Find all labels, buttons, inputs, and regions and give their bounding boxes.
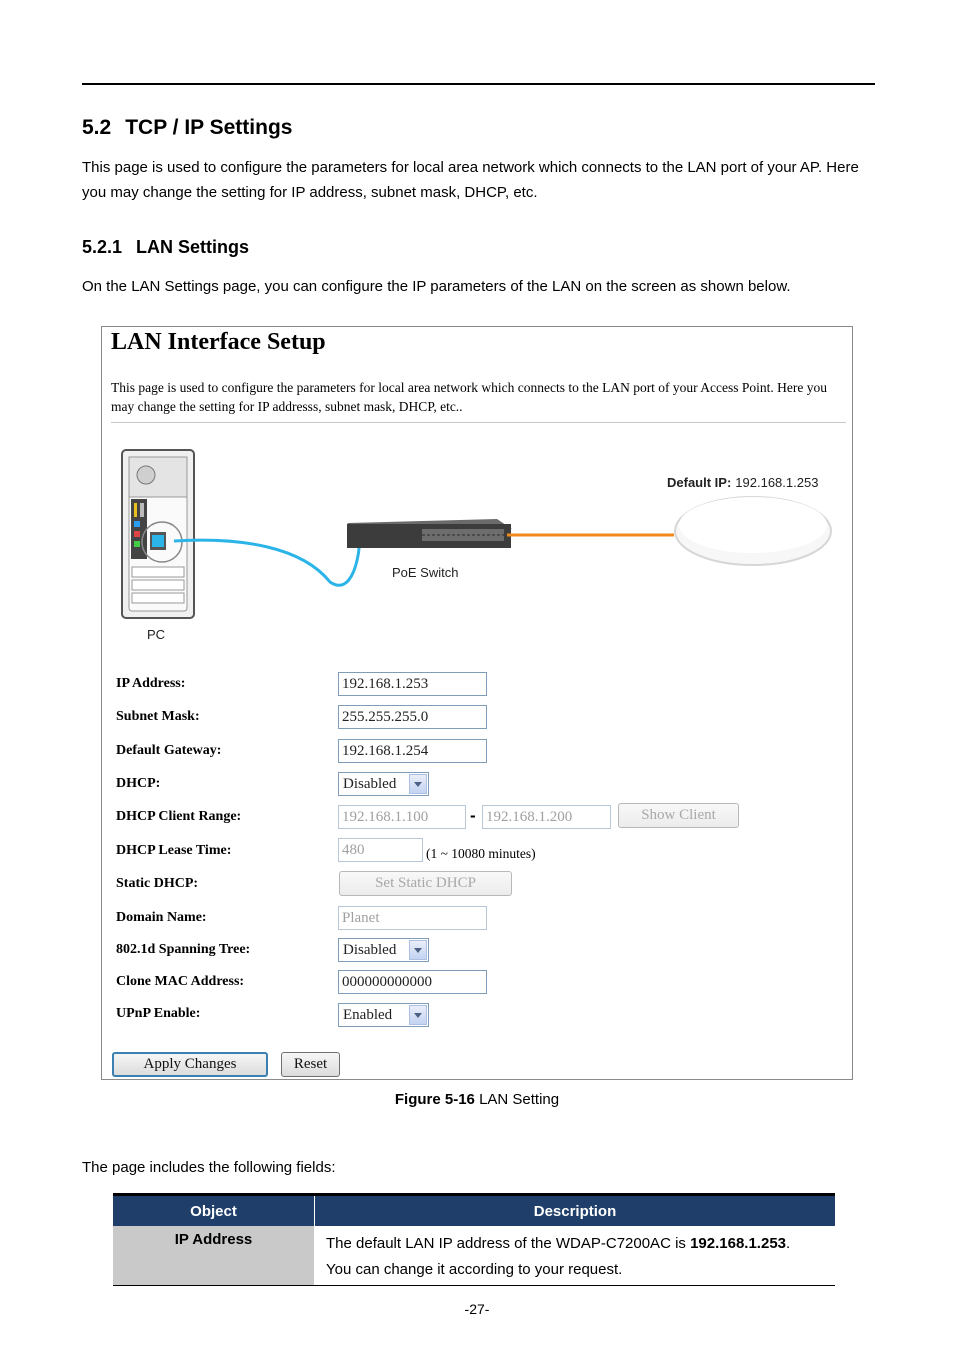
dhcp-lease-time-label: DHCP Lease Time: xyxy=(116,843,232,858)
poe-switch-icon xyxy=(347,519,512,548)
table-cell-object: IP Address xyxy=(113,1226,315,1286)
dhcp-select[interactable]: Disabled xyxy=(338,772,429,796)
pc-label: PC xyxy=(147,627,166,642)
header-rule xyxy=(82,83,875,85)
ip-address-input[interactable]: 192.168.1.253 xyxy=(338,672,487,696)
lease-time-hint: (1 ~ 10080 minutes) xyxy=(426,846,536,861)
lan-setup-figure xyxy=(101,326,853,1080)
fields-table xyxy=(113,1193,835,1286)
range-start-input[interactable]: 192.168.1.100 xyxy=(338,805,466,829)
default-ip-text: Default IP: 192.168.1.253 xyxy=(667,475,819,490)
subnet-mask-label: Subnet Mask: xyxy=(116,709,200,724)
table-row xyxy=(113,1226,835,1286)
subnet-mask-input[interactable]: 255.255.255.0 xyxy=(338,705,487,729)
figure-title: LAN Interface Setup xyxy=(111,329,326,355)
domain-name-input[interactable]: Planet xyxy=(338,906,487,930)
dhcp-client-range-label: DHCP Client Range: xyxy=(116,809,242,824)
section-heading: 5.2 TCP / IP Settings xyxy=(82,116,293,139)
upnp-select[interactable]: Enabled xyxy=(338,1003,429,1027)
lease-time-input[interactable]: 480 xyxy=(338,838,423,862)
apply-changes-button[interactable]: Apply Changes xyxy=(112,1052,268,1077)
clone-mac-input[interactable]: 000000000000 xyxy=(338,970,487,994)
table-header-description: Description xyxy=(315,1195,836,1227)
chevron-down-icon[interactable] xyxy=(409,940,427,960)
reset-button[interactable]: Reset xyxy=(281,1052,340,1077)
chevron-down-icon[interactable] xyxy=(409,774,427,794)
table-header-object: Object xyxy=(113,1195,315,1227)
page-number: -27- xyxy=(464,1301,490,1317)
clone-mac-label: Clone MAC Address: xyxy=(116,974,245,989)
set-static-dhcp-button[interactable]: Set Static DHCP xyxy=(339,871,512,896)
chevron-down-icon[interactable] xyxy=(409,1005,427,1025)
subsection-heading: 5.2.1 LAN Settings xyxy=(82,237,250,257)
range-separator: - xyxy=(470,806,476,825)
figure-description: This page is used to configure the parameters for local area network which connects to the LAN port of your Access Point. Here you may change the setting for IP addresss, subnet mask, DHCP, etc.. xyxy=(111,380,828,414)
spanning-tree-select[interactable]: Disabled xyxy=(338,938,429,962)
blue-cable xyxy=(174,534,360,585)
switch-label: PoE Switch xyxy=(392,565,459,580)
static-dhcp-label: Static DHCP: xyxy=(116,876,199,891)
spanning-tree-label: 802.1d Spanning Tree: xyxy=(116,942,251,957)
dhcp-label: DHCP: xyxy=(116,776,161,791)
show-client-button[interactable]: Show Client xyxy=(618,803,739,828)
domain-name-label: Domain Name: xyxy=(116,910,207,925)
subsection-text: On the LAN Settings page, you can configure the IP parameters of the LAN on the screen as shown below. xyxy=(82,278,791,295)
default-gateway-input[interactable]: 192.168.1.254 xyxy=(338,739,487,763)
section-intro: This page is used to configure the parameters for local area network which connects to the LAN port of your AP. Here you may change the setting for IP address, subnet mask, DHCP, etc. xyxy=(82,159,859,201)
ip-address-label: IP Address: xyxy=(116,676,186,691)
range-end-input[interactable]: 192.168.1.200 xyxy=(482,805,611,829)
table-header-row xyxy=(113,1195,835,1227)
network-diagram xyxy=(102,437,852,647)
fields-intro: The page includes the following fields: xyxy=(82,1159,336,1176)
upnp-label: UPnP Enable: xyxy=(116,1006,201,1021)
figure-divider xyxy=(111,422,846,423)
access-point-icon xyxy=(675,497,831,565)
pc-tower-icon xyxy=(122,450,194,618)
default-gateway-label: Default Gateway: xyxy=(116,743,222,758)
table-cell-description: The default LAN IP address of the WDAP-C7200AC is 192.168.1.253. You can change it according to your request. xyxy=(315,1226,836,1286)
figure-caption: Figure 5-16 LAN Setting xyxy=(394,1091,560,1108)
